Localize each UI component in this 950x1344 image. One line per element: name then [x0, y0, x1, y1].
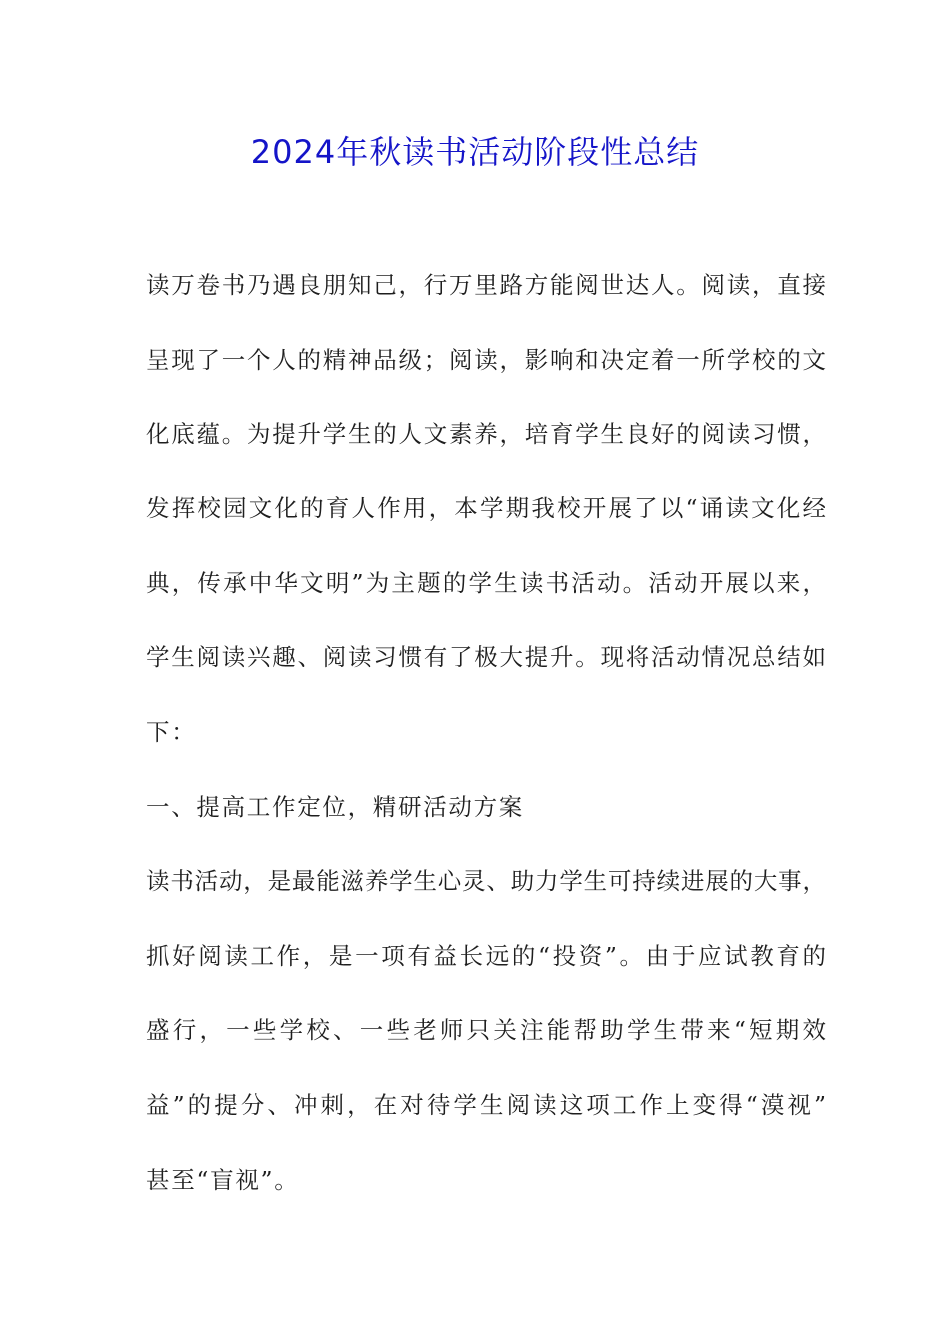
paragraph-line: 学生阅读兴趣、阅读习惯有了极大提升。现将活动情况总结如	[146, 643, 826, 671]
paragraph-line: 益”的提分、冲刺，在对待学生阅读这项工作上变得“漠视”	[146, 1091, 826, 1119]
paragraph-line: 发挥校园文化的育人作用，本学期我校开展了以“诵读文化经	[146, 494, 826, 522]
document-title: 2024年秋读书活动阶段性总结	[250, 133, 700, 171]
paragraph-line: 下：	[146, 718, 197, 746]
paragraph-line: 典，传承中华文明”为主题的学生读书活动。活动开展以来，	[146, 569, 826, 597]
paragraph-line: 抓好阅读工作，是一项有益长远的“投资”。由于应试教育的	[146, 942, 826, 970]
paragraph-line: 甚至“盲视”。	[146, 1166, 300, 1194]
paragraph-line: 呈现了一个人的精神品级；阅读，影响和决定着一所学校的文	[146, 346, 826, 374]
paragraph-line: 盛行，一些学校、一些老师只关注能帮助学生带来“短期效	[146, 1016, 826, 1044]
paragraph-line: 读书活动，是最能滋养学生心灵、助力学生可持续进展的大事，	[146, 867, 826, 895]
paragraph-line: 化底蕴。为提升学生的人文素养，培育学生良好的阅读习惯，	[146, 420, 826, 448]
paragraph-line: 读万卷书乃遇良朋知己，行万里路方能阅世达人。阅读，直接	[146, 271, 826, 299]
section-heading: 一、提高工作定位，精研活动方案	[146, 793, 524, 821]
